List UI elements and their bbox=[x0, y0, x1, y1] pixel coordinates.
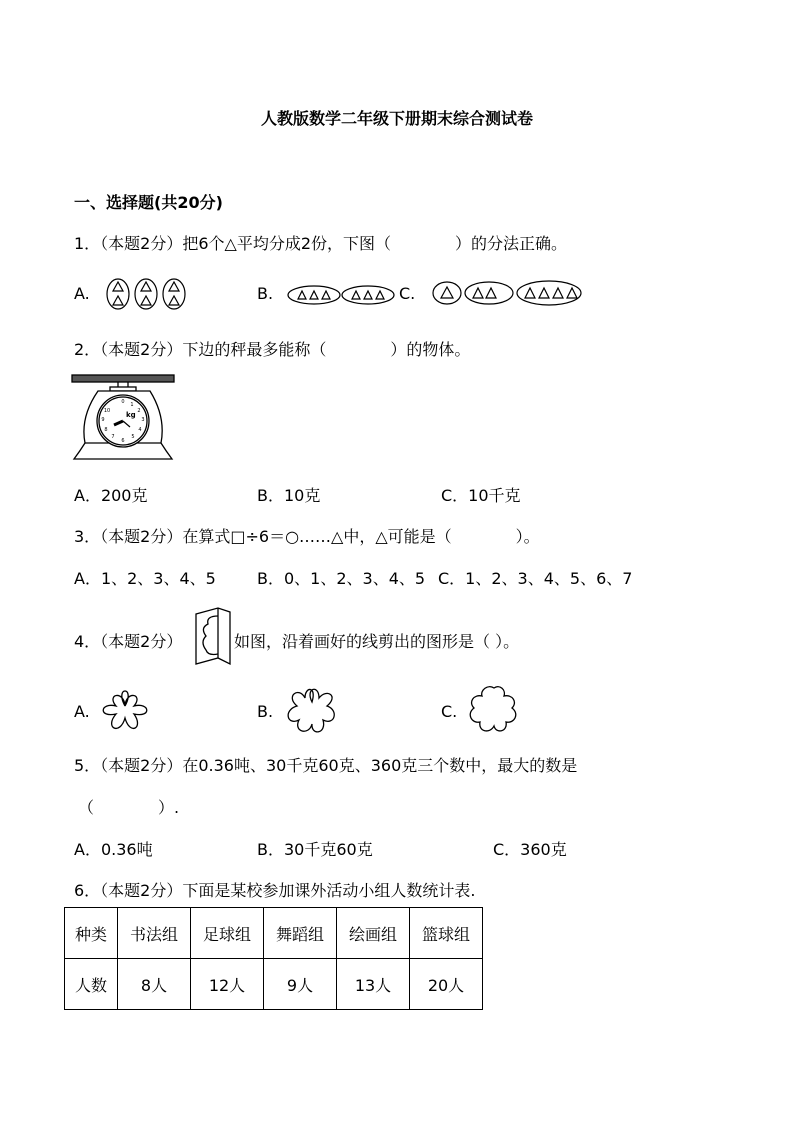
question-5: 5．（本题2分）在0.36吨、30千克60克、360克三个数中，最大的数是 bbox=[74, 756, 578, 775]
question-5-blank: （ ）. bbox=[78, 798, 180, 817]
svg-text:4: 4 bbox=[138, 427, 142, 433]
q3-option-b: B．0、1、2、3、4、5 bbox=[257, 569, 426, 588]
q4-option-b-figure bbox=[283, 682, 341, 738]
question-6: 6．（本题2分）下面是某校参加课外活动小组人数统计表. bbox=[74, 881, 476, 900]
q1-option-c-figure bbox=[431, 278, 583, 308]
five-petal-flower-icon bbox=[288, 689, 334, 732]
svg-text:0: 0 bbox=[121, 399, 125, 405]
activity-stats-table bbox=[64, 907, 483, 1010]
svg-text:10: 10 bbox=[103, 408, 111, 414]
q3-option-c: C．1、2、3、4、5、6、7 bbox=[438, 569, 633, 588]
question-4-text: 如图，沿着画好的线剪出的图形是（ ）。 bbox=[234, 632, 520, 651]
q1-option-b-figure bbox=[286, 284, 398, 306]
q2-scale-figure bbox=[72, 375, 176, 463]
section-heading-choice: 一、选择题(共20分) bbox=[74, 193, 223, 212]
q5-option-b: B．30千克60克 bbox=[257, 840, 373, 859]
table-cell: 人数 bbox=[65, 959, 118, 1010]
svg-text:5: 5 bbox=[131, 434, 135, 440]
table-cell: 篮球组 bbox=[410, 908, 483, 959]
page-title: 人教版数学二年级下册期末综合测试卷 bbox=[260, 109, 533, 128]
svg-text:9: 9 bbox=[101, 417, 105, 423]
table-cell: 12人 bbox=[191, 959, 264, 1010]
q1-option-b-label: B. bbox=[257, 284, 274, 303]
svg-text:3: 3 bbox=[141, 417, 145, 423]
table-cell: 9人 bbox=[264, 959, 337, 1010]
table-header-row bbox=[65, 908, 483, 959]
q4-option-a-label: A. bbox=[74, 702, 90, 721]
q4-option-a-figure bbox=[96, 684, 154, 738]
question-2: 2．（本题2分）下边的秤最多能称（ ）的物体。 bbox=[74, 340, 471, 359]
table-cell: 舞蹈组 bbox=[264, 908, 337, 959]
q2-option-c: C．10千克 bbox=[441, 486, 521, 505]
svg-text:1: 1 bbox=[130, 402, 134, 408]
q5-option-c: C．360克 bbox=[493, 840, 567, 859]
svg-text:6: 6 bbox=[121, 438, 125, 444]
table-cell: 绘画组 bbox=[337, 908, 410, 959]
svg-text:2: 2 bbox=[137, 408, 141, 414]
table-row bbox=[65, 959, 483, 1010]
q4-option-b-label: B. bbox=[257, 702, 274, 721]
q3-option-a: A．1、2、3、4、5 bbox=[74, 569, 216, 588]
q4-option-c-figure bbox=[466, 682, 522, 736]
question-3: 3．（本题2分）在算式□÷6＝○……△中，△可能是（ ）。 bbox=[74, 527, 540, 546]
q2-option-b: B．10克 bbox=[257, 486, 321, 505]
four-petal-flower-icon bbox=[103, 691, 147, 728]
table-cell: 种类 bbox=[65, 908, 118, 959]
q2-option-a: A．200克 bbox=[74, 486, 148, 505]
question-4-prefix: 4．（本题2分） bbox=[74, 632, 183, 651]
q1-option-a-label: A. bbox=[74, 284, 90, 303]
table-cell: 20人 bbox=[410, 959, 483, 1010]
table-cell: 8人 bbox=[118, 959, 191, 1010]
svg-text:8: 8 bbox=[104, 427, 108, 433]
scale-unit-label: kg bbox=[126, 411, 136, 419]
table-cell: 书法组 bbox=[118, 908, 191, 959]
round-flower-icon bbox=[470, 687, 516, 731]
svg-text:7: 7 bbox=[111, 434, 115, 440]
table-cell: 足球组 bbox=[191, 908, 264, 959]
q4-option-c-label: C. bbox=[441, 702, 458, 721]
q4-folded-paper-figure bbox=[194, 606, 232, 666]
question-1: 1．（本题2分）把6个△平均分成2份，下图（ ）的分法正确。 bbox=[74, 234, 568, 253]
table-cell: 13人 bbox=[337, 959, 410, 1010]
q1-option-a-figure bbox=[105, 278, 189, 310]
q5-option-a: A．0.36吨 bbox=[74, 840, 153, 859]
q1-option-c-label: C. bbox=[399, 284, 416, 303]
